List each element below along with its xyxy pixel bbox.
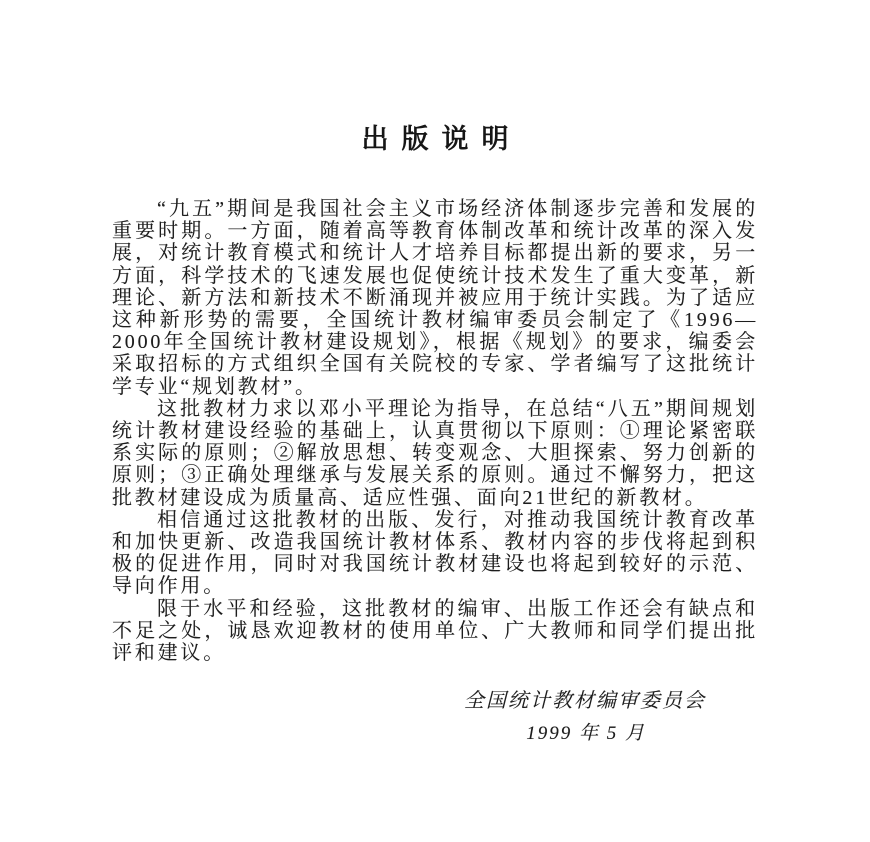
paragraph-2: 这批教材力求以邓小平理论为指导，在总结“八五”期间规划统计教材建设经验的基础上，认真贯彻以下原则：①理论紧密联系实际的原则；②解放思想、转变观念、大胆探索、努力创新的原则；③正确处理继承与发展关系的原则。通过不懈努力，把这批教材建设成为质量高、适应性强、面向21世纪的新教材。	[112, 397, 758, 509]
signature-committee: 全国统计教材编审委员会	[464, 690, 706, 713]
publication-date: 1999 年 5 月	[526, 723, 646, 745]
page-content	[112, 122, 758, 745]
paragraph-4: 限于水平和经验，这批教材的编审、出版工作还会有缺点和不足之处，诚恳欢迎教材的使用单位、广大教师和同学们提出批评和建议。	[112, 597, 758, 665]
paragraph-3: 相信通过这批教材的出版、发行，对推动我国统计教育改革和加快更新、改造我国统计教材体系、教材内容的步伐将起到积极的促进作用，同时对我国统计教材建设也将起到较好的示范、导向作用。	[112, 508, 758, 598]
paragraph-1: “九五”期间是我国社会主义市场经济体制逐步完善和发展的重要时期。一方面，随着高等教育体制改革和统计改革的深入发展，对统计教育模式和统计人才培养目标都提出新的要求，另一方面，科学技术的飞速发展也促使统计技术发生了重大变革，新理论、新方法和新技术不断涌现并被应用于统计实践。为了适应这种新形势的需要，全国统计教材编审委员会制定了《1996—2000年全国统计教材建设规划》，根据《规划》的要求，编委会采取招标的方式组织全国有关院校的专家、学者编写了这批统计学专业“规划教材”。	[112, 198, 758, 398]
colophon	[112, 684, 758, 745]
page-title: 出版说明	[361, 124, 522, 154]
body-text	[112, 198, 758, 664]
